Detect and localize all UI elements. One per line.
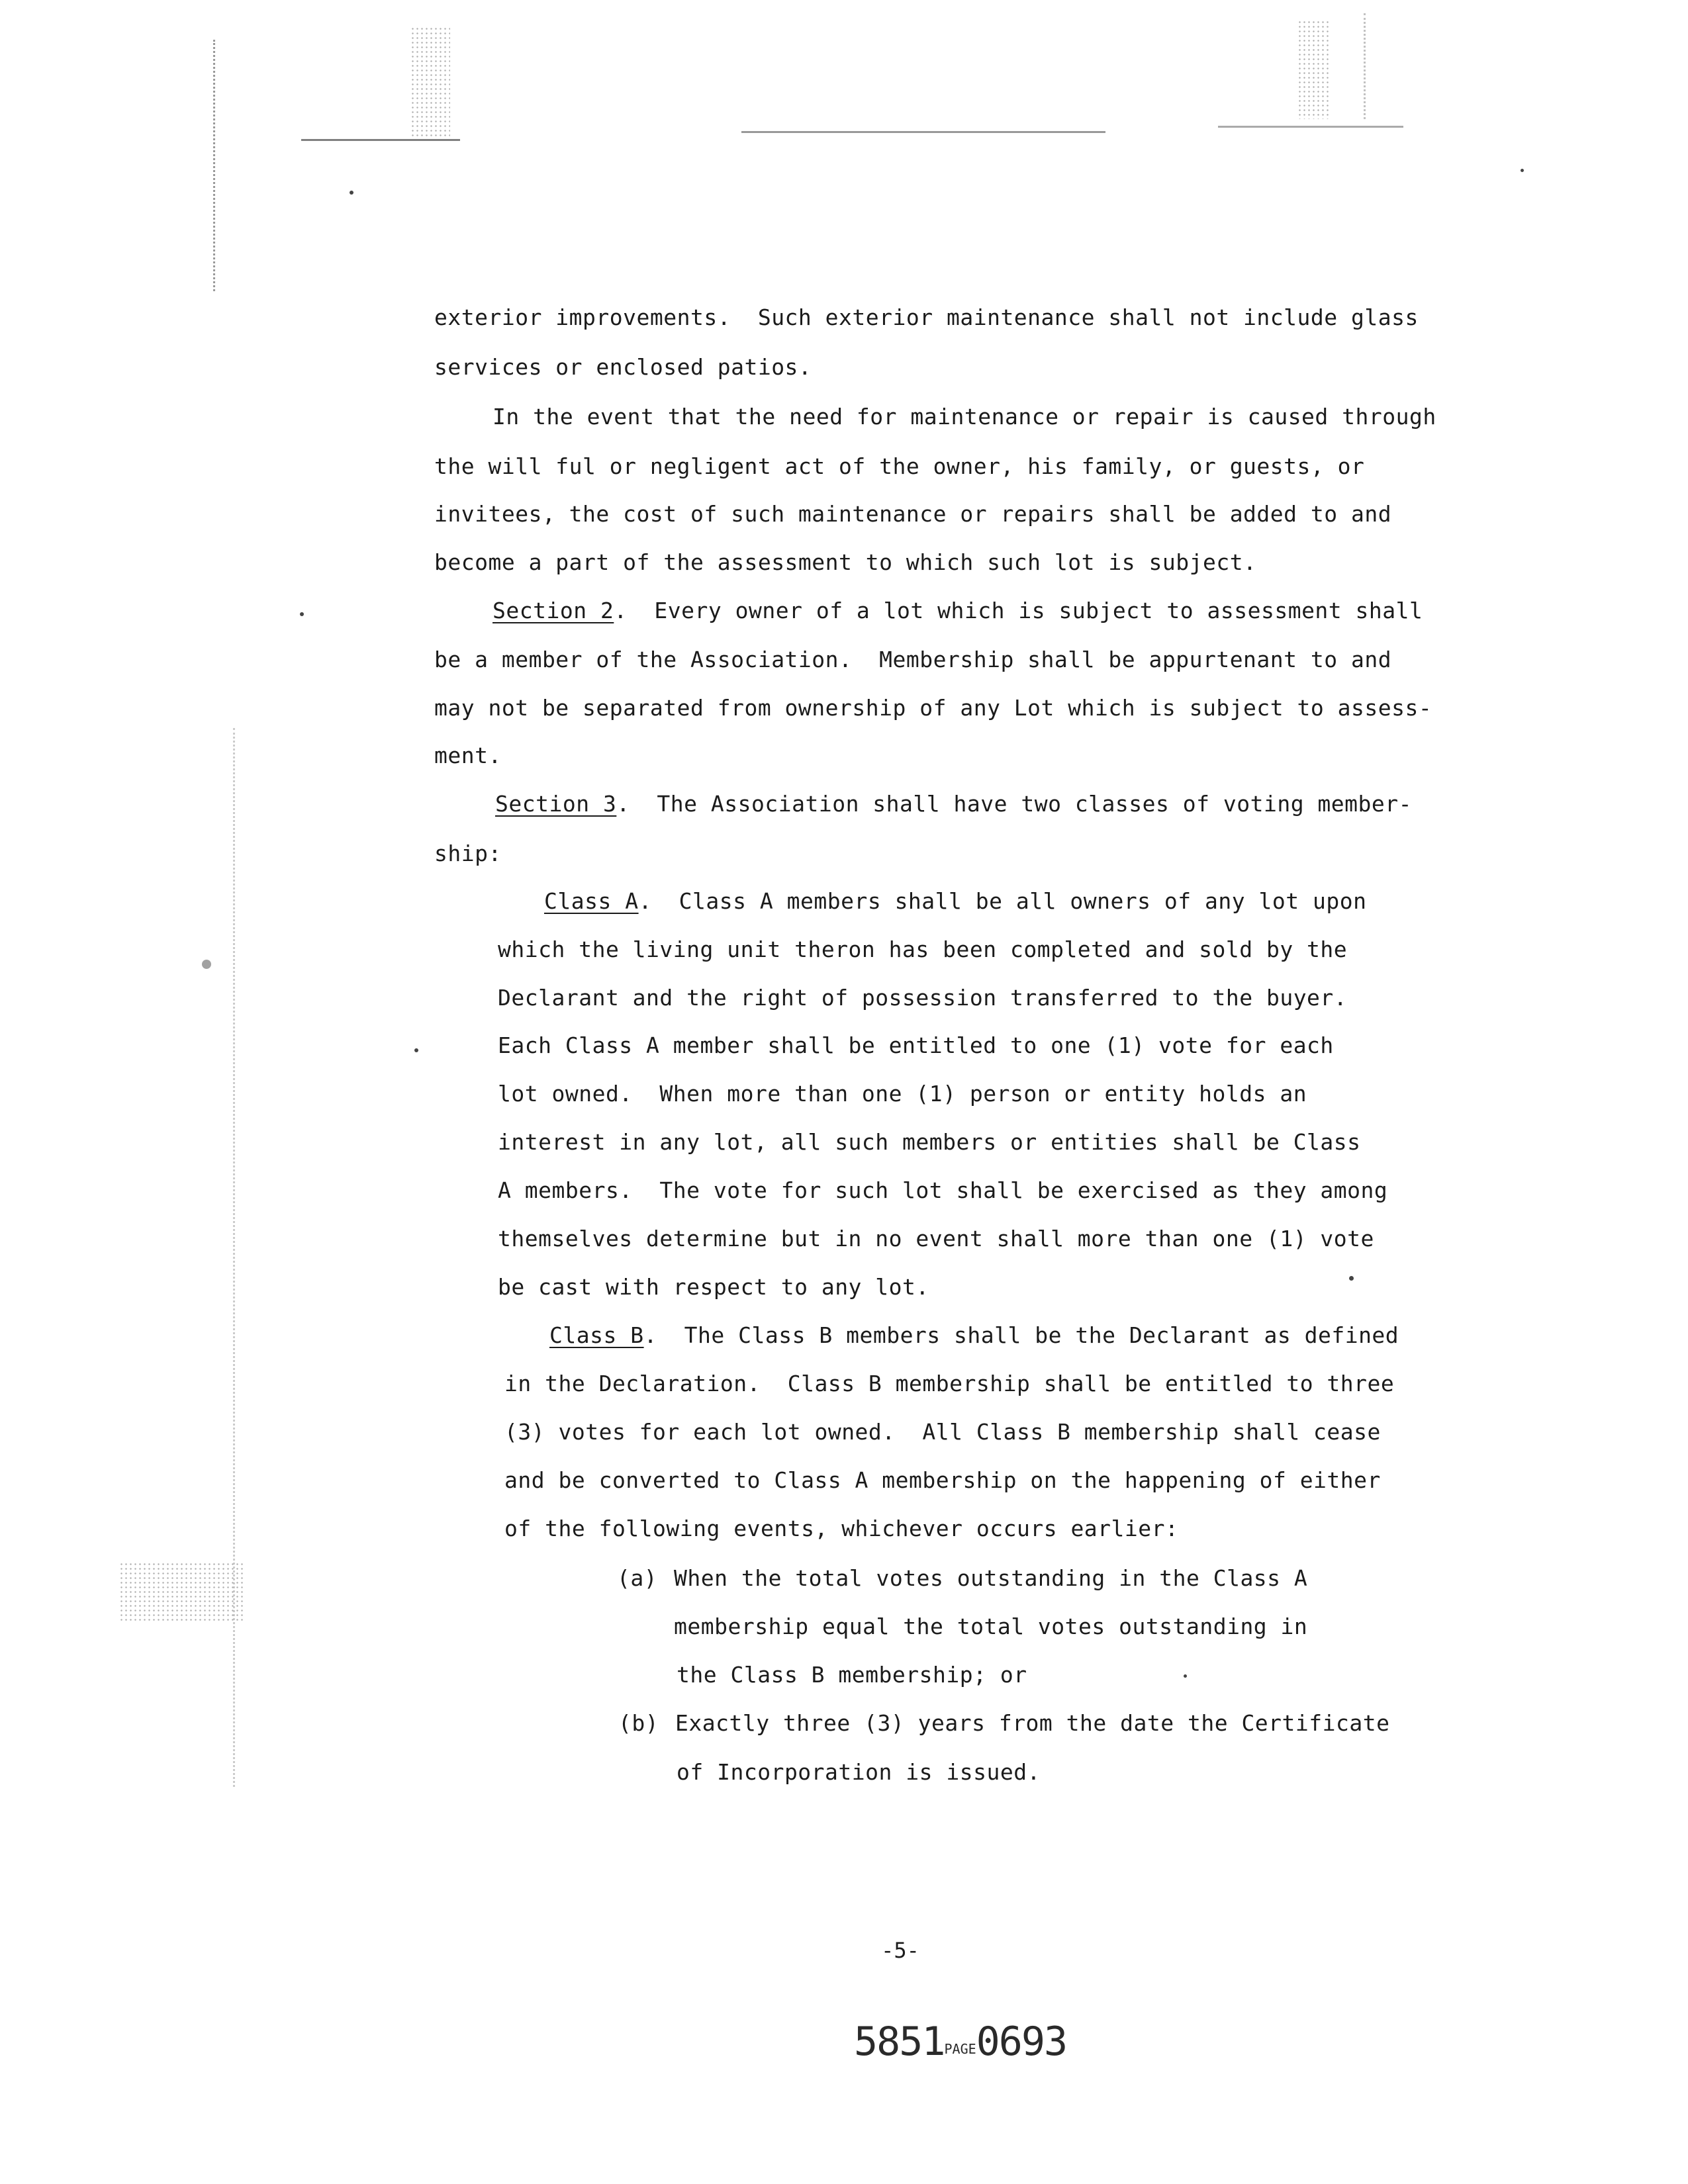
- item-b-marker: (b): [618, 1710, 659, 1736]
- class-a-heading-tail: . Class A members shall be all owners of any lot upon: [638, 888, 1367, 914]
- class-a-line-7: A members. The vote for such lot shall be exercised as they among: [498, 1177, 1388, 1203]
- scan-speck: [1349, 1276, 1354, 1281]
- class-b-line-2: in the Declaration. Class B membership shall be entitled to three: [504, 1371, 1395, 1396]
- scan-noise-left-margin: [119, 1562, 245, 1621]
- class-b-line-4: and be converted to Class A membership on the happening of either: [504, 1467, 1381, 1493]
- class-a-line-5: lot owned. When more than one (1) person or entity holds an: [498, 1081, 1307, 1107]
- scan-margin-dots-left: [213, 40, 217, 291]
- stamp-page-label: PAGE: [944, 2041, 976, 2057]
- scan-noise-top-right: [1297, 20, 1331, 119]
- stamp-page-number: 0693: [976, 2019, 1067, 2065]
- section-3-heading-tail: . The Association shall have two classes of voting member-: [616, 791, 1413, 817]
- paragraph-2-line-4: become a part of the assessment to which such lot is subject.: [434, 549, 1257, 575]
- class-a-line-8: themselves determine but in no event shall more than one (1) vote: [498, 1226, 1374, 1251]
- paragraph-1-line-2: services or enclosed patios.: [434, 354, 812, 380]
- paragraph-2-line-1: In the event that the need for maintenance or repair is caused through: [492, 404, 1436, 430]
- scan-speck: [1184, 1674, 1187, 1678]
- scan-noise-top-left: [410, 26, 450, 139]
- class-a-line-9: be cast with respect to any lot.: [498, 1274, 929, 1300]
- section-2-line-2: be a member of the Association. Membership shall be appurtenant to and: [434, 647, 1392, 672]
- item-a-line-1: When the total votes outstanding in the Class A: [674, 1565, 1308, 1591]
- item-a-line-3: the Class B membership; or: [677, 1662, 1027, 1688]
- class-b-heading: Class B: [549, 1322, 644, 1348]
- item-a-marker: (a): [617, 1565, 658, 1591]
- scan-speck: [350, 191, 353, 195]
- section-3-heading: Section 3: [495, 791, 617, 817]
- item-b-line-1: Exactly three (3) years from the date the Certificate: [675, 1710, 1390, 1736]
- class-b-line-3: (3) votes for each lot owned. All Class B membership shall cease: [504, 1419, 1381, 1445]
- stamp-book-number: 5851: [854, 2019, 945, 2065]
- scan-margin-dots-left-2: [233, 728, 237, 1787]
- scan-rule-right: [1218, 126, 1403, 128]
- paragraph-2-line-2: the will ful or negligent act of the owner, his family, or guests, or: [434, 453, 1365, 479]
- class-a-line-1: [544, 888, 1366, 915]
- class-a-line-2: which the living unit theron has been completed and sold by the: [498, 936, 1348, 962]
- class-b-heading-tail: . The Class B members shall be the Declarant as defined: [643, 1322, 1399, 1348]
- scan-speck: [1521, 169, 1524, 172]
- paragraph-2-line-3: invitees, the cost of such maintenance or repairs shall be added to and: [434, 501, 1392, 527]
- section-3-line-2: ship:: [434, 841, 502, 866]
- section-2-line-4: ment.: [434, 743, 502, 768]
- recording-stamp: [854, 2019, 1066, 2065]
- section-2-line-3: may not be separated from ownership of any Lot which is subject to assess-: [434, 695, 1432, 721]
- item-b-line-2: of Incorporation is issued.: [677, 1759, 1041, 1785]
- page-number: -5-: [881, 1938, 919, 1963]
- scan-speck: [202, 960, 211, 969]
- class-a-heading: Class A: [544, 888, 639, 914]
- paragraph-1-line-1: exterior improvements. Such exterior maintenance shall not include glass: [434, 304, 1419, 330]
- scan-rule-center: [741, 131, 1105, 133]
- class-b-line-5: of the following events, whichever occurs earlier:: [504, 1516, 1179, 1541]
- section-2-line-1: [492, 598, 1423, 624]
- section-2-heading-tail: . Every owner of a lot which is subject to assessment shall: [614, 598, 1423, 623]
- scan-speck: [300, 612, 304, 616]
- item-a-line-2: membership equal the total votes outstanding in: [674, 1614, 1308, 1639]
- class-a-line-6: interest in any lot, all such members or entities shall be Class: [498, 1129, 1361, 1155]
- class-b-line-1: [549, 1322, 1399, 1349]
- scan-rule-left: [301, 139, 460, 141]
- section-2-heading: Section 2: [492, 598, 614, 623]
- class-a-line-4: Each Class A member shall be entitled to one (1) vote for each: [498, 1032, 1334, 1058]
- scan-speck: [414, 1048, 418, 1052]
- section-3-line-1: [495, 791, 1412, 817]
- class-a-line-3: Declarant and the right of possession transferred to the buyer.: [498, 985, 1348, 1011]
- scan-margin-dots-right: [1364, 13, 1368, 119]
